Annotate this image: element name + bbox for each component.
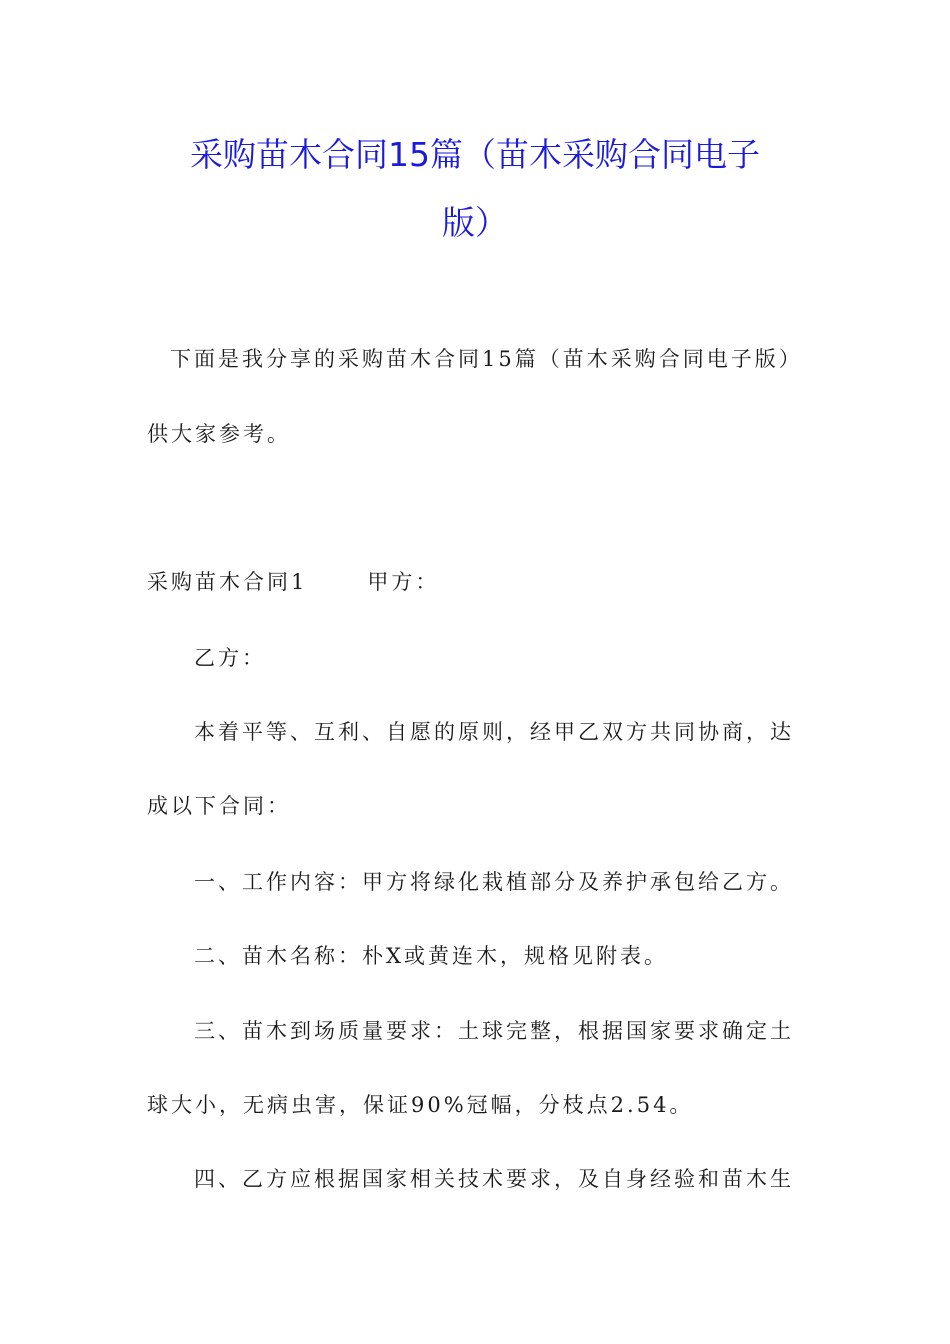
clause-2: 二、苗木名称：朴X或黄连木，规格见附表。 [194,944,668,968]
contract-heading-row [147,572,439,593]
clause-3-line-1: 三、苗木到场质量要求：土球完整，根据国家要求确定土 [194,1019,794,1043]
clause-4-line-1: 四、乙方应根据国家相关技术要求，及自身经验和苗木生 [194,1167,794,1191]
intro-text-line-1: 下面是我分享的采购苗木合同15篇（苗木采购合同电子版） [170,347,803,371]
clause-3-line-2: 球大小，无病虫害，保证90%冠幅，分枝点2.54。 [147,1093,694,1117]
clause-1: 一、工作内容：甲方将绿化栽植部分及养护承包给乙方。 [194,870,794,894]
contract-heading: 采购苗木合同1 [147,570,308,594]
intro-text-line-2: 供大家参考。 [147,422,291,446]
party-a-label: 甲方： [367,570,440,594]
party-b-label: 乙方： [194,646,266,670]
document-title-line-1: 采购苗木合同15篇（苗木采购合同电子 [190,135,760,174]
preamble-line-1: 本着平等、互利、自愿的原则，经甲乙双方共同协商，达 [194,720,794,744]
preamble-line-2: 成以下合同： [147,794,291,818]
document-title-line-2: 版） [442,203,508,242]
